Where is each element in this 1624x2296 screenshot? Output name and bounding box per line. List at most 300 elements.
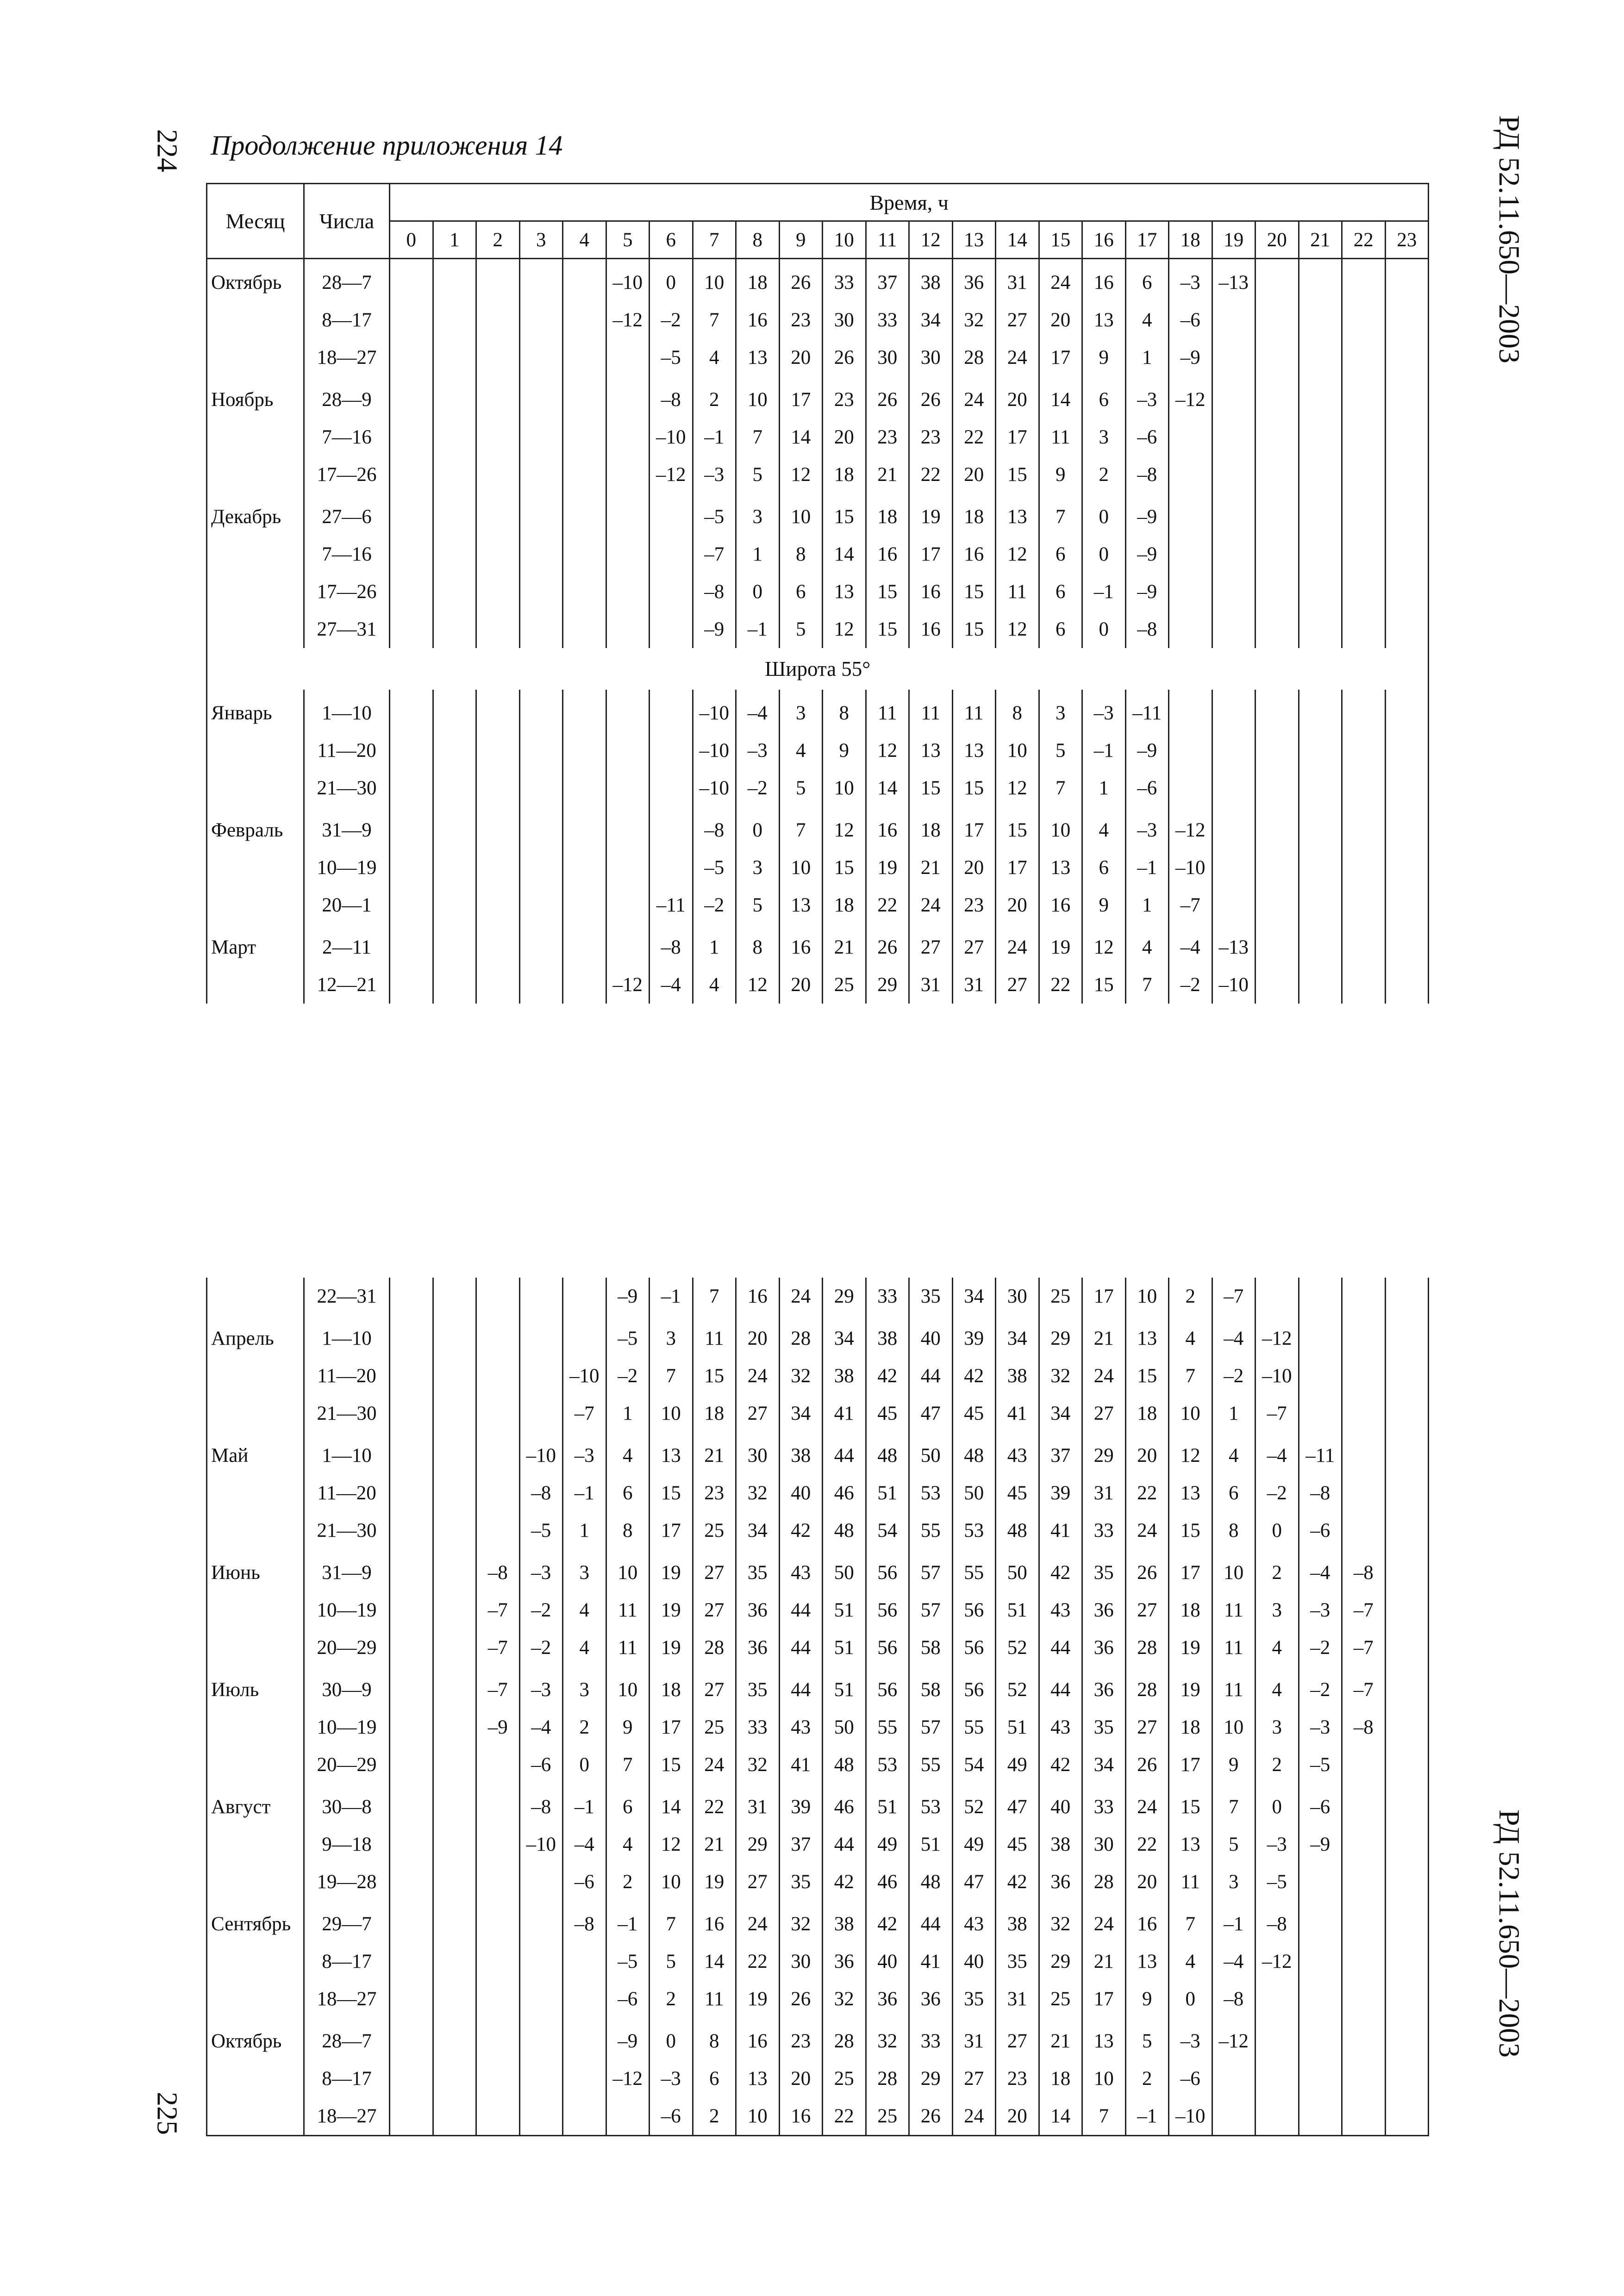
value-cell: 22	[1125, 1826, 1169, 1863]
value-cell	[433, 1512, 476, 1549]
value-cell	[390, 1826, 433, 1863]
month-cell: Февраль	[207, 807, 304, 849]
value-cell: 10	[693, 259, 736, 302]
value-cell: 9	[1082, 886, 1126, 924]
value-cell	[1299, 536, 1342, 573]
value-cell: –7	[476, 1666, 520, 1709]
value-cell: –3	[1169, 2018, 1212, 2060]
value-cell: 25	[1039, 1980, 1082, 2018]
value-cell	[1385, 1863, 1429, 1901]
value-cell	[1385, 732, 1429, 769]
value-cell: 19	[650, 1549, 693, 1591]
table-row	[207, 301, 1429, 339]
value-cell: –10	[1255, 1357, 1299, 1395]
value-cell: 48	[823, 1512, 866, 1549]
value-cell	[1342, 536, 1386, 573]
value-cell	[433, 1474, 476, 1512]
value-cell: 6	[1039, 536, 1082, 573]
value-cell	[433, 1863, 476, 1901]
value-cell: 40	[1039, 1784, 1082, 1826]
value-cell: 15	[1169, 1512, 1212, 1549]
value-cell: 35	[952, 1980, 996, 2018]
value-cell: 4	[1125, 924, 1169, 966]
value-cell	[1169, 732, 1212, 769]
table-row	[207, 1474, 1429, 1512]
value-cell: 20	[996, 2097, 1039, 2136]
value-cell: 32	[779, 1901, 823, 1943]
value-cell: 0	[1082, 536, 1126, 573]
value-cell: –9	[476, 1709, 520, 1746]
value-cell: 14	[1039, 2097, 1082, 2136]
value-cell	[1342, 493, 1386, 536]
month-cell: Октябрь	[207, 2018, 304, 2060]
month-cell	[207, 732, 304, 769]
latitude-label: Широта 55°	[207, 648, 1429, 690]
value-cell	[1385, 1474, 1429, 1512]
value-cell: 54	[952, 1746, 996, 1784]
value-cell	[433, 573, 476, 611]
value-cell: 32	[1039, 1901, 1082, 1943]
table-row	[207, 807, 1429, 849]
value-cell: 7	[693, 301, 736, 339]
value-cell: –10	[1212, 966, 1255, 1004]
value-cell	[519, 1980, 563, 2018]
lower-body	[207, 1278, 1429, 2136]
table-row	[207, 376, 1429, 418]
value-cell	[519, 886, 563, 924]
value-cell	[1385, 1826, 1429, 1863]
value-cell	[519, 1357, 563, 1395]
value-cell: 33	[866, 301, 909, 339]
value-cell: 49	[996, 1746, 1039, 1784]
dates-cell: 8—17	[304, 2060, 390, 2097]
value-cell: 11	[1169, 1863, 1212, 1901]
value-cell: 4	[1212, 1432, 1255, 1474]
value-cell	[433, 1784, 476, 1826]
value-cell	[390, 1980, 433, 2018]
value-cell	[650, 536, 693, 573]
value-cell	[1255, 690, 1299, 732]
value-cell: 1	[1125, 339, 1169, 376]
value-cell	[1299, 1863, 1342, 1901]
table-row	[207, 690, 1429, 732]
value-cell	[1212, 376, 1255, 418]
value-cell: 32	[866, 2018, 909, 2060]
hour-header-cell: 15	[1039, 221, 1082, 259]
value-cell	[433, 1746, 476, 1784]
value-cell	[476, 690, 520, 732]
value-cell: 11	[866, 690, 909, 732]
value-cell: 48	[823, 1746, 866, 1784]
value-cell: 14	[823, 536, 866, 573]
value-cell: 44	[779, 1629, 823, 1666]
value-cell: 28	[1125, 1666, 1169, 1709]
dates-cell: 28—9	[304, 376, 390, 418]
value-cell: 15	[996, 456, 1039, 493]
value-cell	[390, 807, 433, 849]
value-cell: 41	[909, 1943, 953, 1980]
value-cell	[519, 339, 563, 376]
value-cell: –8	[1125, 456, 1169, 493]
dates-cell: 1—10	[304, 690, 390, 732]
value-cell: 20	[779, 2060, 823, 2097]
value-cell: 29	[866, 966, 909, 1004]
value-cell	[390, 886, 433, 924]
value-cell: 27	[1125, 1709, 1169, 1746]
value-cell: 23	[866, 418, 909, 456]
value-cell: –12	[1169, 807, 1212, 849]
value-cell: –13	[1212, 924, 1255, 966]
value-cell: 24	[1082, 1357, 1126, 1395]
value-cell	[519, 1278, 563, 1315]
value-cell: 42	[996, 1863, 1039, 1901]
value-cell	[476, 536, 520, 573]
value-cell	[650, 807, 693, 849]
value-cell	[476, 924, 520, 966]
value-cell: –1	[1212, 1901, 1255, 1943]
value-cell: 26	[909, 2097, 953, 2136]
value-cell	[1299, 1357, 1342, 1395]
value-cell: –6	[1169, 301, 1212, 339]
value-cell: 13	[1169, 1474, 1212, 1512]
value-cell	[1212, 732, 1255, 769]
value-cell: 8	[736, 924, 780, 966]
value-cell: –7	[1255, 1395, 1299, 1432]
hour-header-cell: 8	[736, 221, 780, 259]
value-cell	[476, 769, 520, 807]
value-cell	[1255, 2060, 1299, 2097]
value-cell: –4	[1255, 1432, 1299, 1474]
value-cell: 24	[736, 1901, 780, 1943]
value-cell: 13	[1039, 849, 1082, 886]
month-cell	[207, 1746, 304, 1784]
value-cell: 38	[1039, 1826, 1082, 1863]
value-cell	[563, 690, 606, 732]
value-cell: 10	[823, 769, 866, 807]
value-cell	[519, 259, 563, 302]
value-cell	[1299, 1943, 1342, 1980]
hour-header-cell: 10	[823, 221, 866, 259]
table-row	[207, 1315, 1429, 1357]
value-cell: –3	[736, 732, 780, 769]
value-cell: 25	[1039, 1278, 1082, 1315]
value-cell: 51	[866, 1784, 909, 1826]
value-cell: –12	[1169, 376, 1212, 418]
value-cell: –1	[563, 1784, 606, 1826]
value-cell: 45	[996, 1826, 1039, 1863]
month-cell	[207, 536, 304, 573]
table-row	[207, 1629, 1429, 1666]
value-cell: 25	[866, 2097, 909, 2136]
value-cell: 55	[909, 1512, 953, 1549]
month-cell: Октябрь	[207, 259, 304, 302]
value-cell: 10	[1212, 1709, 1255, 1746]
header-month: Месяц	[207, 184, 304, 259]
value-cell: –5	[606, 1315, 650, 1357]
value-cell: –9	[606, 2018, 650, 2060]
value-cell: 15	[866, 611, 909, 648]
value-cell	[1255, 493, 1299, 536]
value-cell: 23	[779, 2018, 823, 2060]
hour-header-row	[207, 221, 1429, 259]
value-cell: 22	[736, 1943, 780, 1980]
value-cell: 18	[1169, 1591, 1212, 1629]
value-cell: 33	[823, 259, 866, 302]
value-cell: 28	[823, 2018, 866, 2060]
value-cell: 50	[909, 1432, 953, 1474]
dates-cell: 30—9	[304, 1666, 390, 1709]
value-cell: 33	[866, 1278, 909, 1315]
dates-cell: 27—31	[304, 611, 390, 648]
value-cell	[476, 807, 520, 849]
value-cell: 53	[952, 1512, 996, 1549]
value-cell	[1255, 2018, 1299, 2060]
value-cell	[519, 418, 563, 456]
value-cell: 24	[952, 376, 996, 418]
value-cell: 31	[996, 1980, 1039, 2018]
value-cell: 10	[1169, 1395, 1212, 1432]
value-cell: 26	[779, 1980, 823, 2018]
value-cell: 15	[650, 1474, 693, 1512]
value-cell: 0	[1255, 1784, 1299, 1826]
value-cell: 7	[650, 1357, 693, 1395]
value-cell	[519, 690, 563, 732]
value-cell: –5	[693, 849, 736, 886]
value-cell	[1342, 611, 1386, 648]
value-cell: –8	[1255, 1901, 1299, 1943]
hour-header-cell: 0	[390, 221, 433, 259]
value-cell	[1299, 611, 1342, 648]
value-cell: 31	[909, 966, 953, 1004]
value-cell: 23	[779, 301, 823, 339]
value-cell: 16	[779, 2097, 823, 2136]
value-cell	[390, 732, 433, 769]
value-cell: –9	[1125, 732, 1169, 769]
value-cell	[433, 1980, 476, 2018]
value-cell: 11	[606, 1591, 650, 1629]
value-cell: 9	[1039, 456, 1082, 493]
value-cell: –8	[693, 807, 736, 849]
value-cell: 50	[996, 1549, 1039, 1591]
value-cell: 28	[866, 2060, 909, 2097]
value-cell: –1	[606, 1901, 650, 1943]
value-cell	[476, 2018, 520, 2060]
value-cell	[606, 376, 650, 418]
value-cell: –9	[1125, 493, 1169, 536]
table-row	[207, 966, 1429, 1004]
value-cell	[433, 1709, 476, 1746]
value-cell	[563, 456, 606, 493]
value-cell	[433, 493, 476, 536]
hour-header-cell: 22	[1342, 221, 1386, 259]
value-cell	[606, 573, 650, 611]
value-cell	[519, 2097, 563, 2136]
value-cell	[390, 2060, 433, 2097]
value-cell: 3	[1039, 690, 1082, 732]
value-cell: –11	[650, 886, 693, 924]
value-cell	[1255, 849, 1299, 886]
value-cell: 19	[1039, 924, 1082, 966]
value-cell	[390, 1315, 433, 1357]
value-cell	[1385, 690, 1429, 732]
value-cell	[476, 573, 520, 611]
value-cell	[1255, 456, 1299, 493]
value-cell: 0	[1082, 611, 1126, 648]
value-cell	[519, 2060, 563, 2097]
value-cell: –4	[736, 690, 780, 732]
month-cell	[207, 456, 304, 493]
value-cell	[476, 1395, 520, 1432]
value-cell: 6	[1039, 573, 1082, 611]
value-cell	[433, 1901, 476, 1943]
value-cell: 50	[823, 1549, 866, 1591]
value-cell: 3	[1255, 1709, 1299, 1746]
dates-cell: 10—19	[304, 849, 390, 886]
dates-cell: 11—20	[304, 1357, 390, 1395]
value-cell: 13	[779, 886, 823, 924]
value-cell	[433, 1826, 476, 1863]
value-cell: 6	[693, 2060, 736, 2097]
value-cell: –2	[693, 886, 736, 924]
value-cell	[476, 418, 520, 456]
value-cell: 6	[606, 1784, 650, 1826]
value-cell: 36	[952, 259, 996, 302]
value-cell: 36	[866, 1980, 909, 2018]
month-cell	[207, 1278, 304, 1315]
value-cell: 1	[693, 924, 736, 966]
value-cell: –9	[1169, 339, 1212, 376]
hour-header-cell: 23	[1385, 221, 1429, 259]
page-number-left: 224	[151, 129, 183, 172]
value-cell	[390, 1357, 433, 1395]
value-cell: 10	[1212, 1549, 1255, 1591]
value-cell: 56	[866, 1591, 909, 1629]
value-cell: 48	[996, 1512, 1039, 1549]
value-cell: 58	[909, 1666, 953, 1709]
value-cell: 11	[1212, 1629, 1255, 1666]
hour-header-cell: 16	[1082, 221, 1126, 259]
value-cell	[433, 1549, 476, 1591]
value-cell	[1299, 1901, 1342, 1943]
value-cell	[1342, 1863, 1386, 1901]
value-cell: 56	[866, 1666, 909, 1709]
value-cell	[1299, 456, 1342, 493]
value-cell: 17	[1082, 1980, 1126, 2018]
value-cell: –7	[1342, 1666, 1386, 1709]
value-cell: 20	[996, 376, 1039, 418]
value-cell: 23	[996, 2060, 1039, 2097]
value-cell: 56	[866, 1549, 909, 1591]
value-cell: 7	[1039, 493, 1082, 536]
value-cell: –9	[1125, 573, 1169, 611]
value-cell: 26	[779, 259, 823, 302]
value-cell	[563, 966, 606, 1004]
value-cell: –13	[1212, 259, 1255, 302]
value-cell	[1212, 769, 1255, 807]
value-cell: –8	[650, 924, 693, 966]
value-cell: 57	[909, 1591, 953, 1629]
value-cell: 35	[996, 1943, 1039, 1980]
value-cell	[433, 1278, 476, 1315]
value-cell: 16	[909, 611, 953, 648]
value-cell	[1255, 536, 1299, 573]
value-cell: 20	[1125, 1432, 1169, 1474]
hour-header-cell: 3	[519, 221, 563, 259]
value-cell: 14	[779, 418, 823, 456]
value-cell: 12	[996, 769, 1039, 807]
value-cell: –6	[1169, 2060, 1212, 2097]
value-cell: 14	[693, 1943, 736, 1980]
table-row	[207, 769, 1429, 807]
value-cell: –5	[606, 1943, 650, 1980]
value-cell: –3	[519, 1666, 563, 1709]
value-cell: 4	[1169, 1315, 1212, 1357]
value-cell: 42	[823, 1863, 866, 1901]
value-cell: –1	[1125, 2097, 1169, 2136]
value-cell: –6	[1299, 1784, 1342, 1826]
value-cell: 7	[1125, 966, 1169, 1004]
value-cell: 58	[909, 1629, 953, 1666]
value-cell: 35	[1082, 1709, 1126, 1746]
table-row	[207, 536, 1429, 573]
value-cell: 11	[693, 1315, 736, 1357]
dates-cell: 1—10	[304, 1315, 390, 1357]
value-cell	[1299, 2018, 1342, 2060]
dates-cell: 27—6	[304, 493, 390, 536]
value-cell: 2	[693, 376, 736, 418]
value-cell: 23	[693, 1474, 736, 1512]
dates-cell: 20—29	[304, 1629, 390, 1666]
value-cell: 33	[736, 1709, 780, 1746]
value-cell	[563, 573, 606, 611]
value-cell: 36	[1082, 1591, 1126, 1629]
value-cell	[433, 1943, 476, 1980]
value-cell	[476, 1863, 520, 1901]
value-cell	[433, 1357, 476, 1395]
value-cell	[476, 339, 520, 376]
value-cell: 22	[1125, 1474, 1169, 1512]
value-cell: 21	[1082, 1315, 1126, 1357]
value-cell: 46	[823, 1784, 866, 1826]
value-cell: 21	[1082, 1943, 1126, 1980]
value-cell	[563, 769, 606, 807]
value-cell: 32	[736, 1746, 780, 1784]
value-cell: –1	[693, 418, 736, 456]
value-cell: 55	[952, 1549, 996, 1591]
month-cell	[207, 769, 304, 807]
value-cell: 36	[909, 1980, 953, 2018]
value-cell	[1342, 1278, 1386, 1315]
value-cell: 11	[996, 573, 1039, 611]
value-cell	[433, 807, 476, 849]
value-cell	[1385, 536, 1429, 573]
value-cell: 34	[996, 1315, 1039, 1357]
value-cell	[1255, 259, 1299, 302]
table-row	[207, 339, 1429, 376]
value-cell	[390, 339, 433, 376]
value-cell	[1212, 536, 1255, 573]
table-row	[207, 1666, 1429, 1709]
value-cell: –10	[563, 1357, 606, 1395]
latitude-row	[207, 648, 1429, 690]
value-cell: 16	[909, 573, 953, 611]
dates-cell: 21—30	[304, 1512, 390, 1549]
dates-cell: 20—1	[304, 886, 390, 924]
value-cell: 17	[996, 418, 1039, 456]
month-cell: Март	[207, 924, 304, 966]
value-cell: –7	[563, 1395, 606, 1432]
value-cell: 28	[952, 339, 996, 376]
